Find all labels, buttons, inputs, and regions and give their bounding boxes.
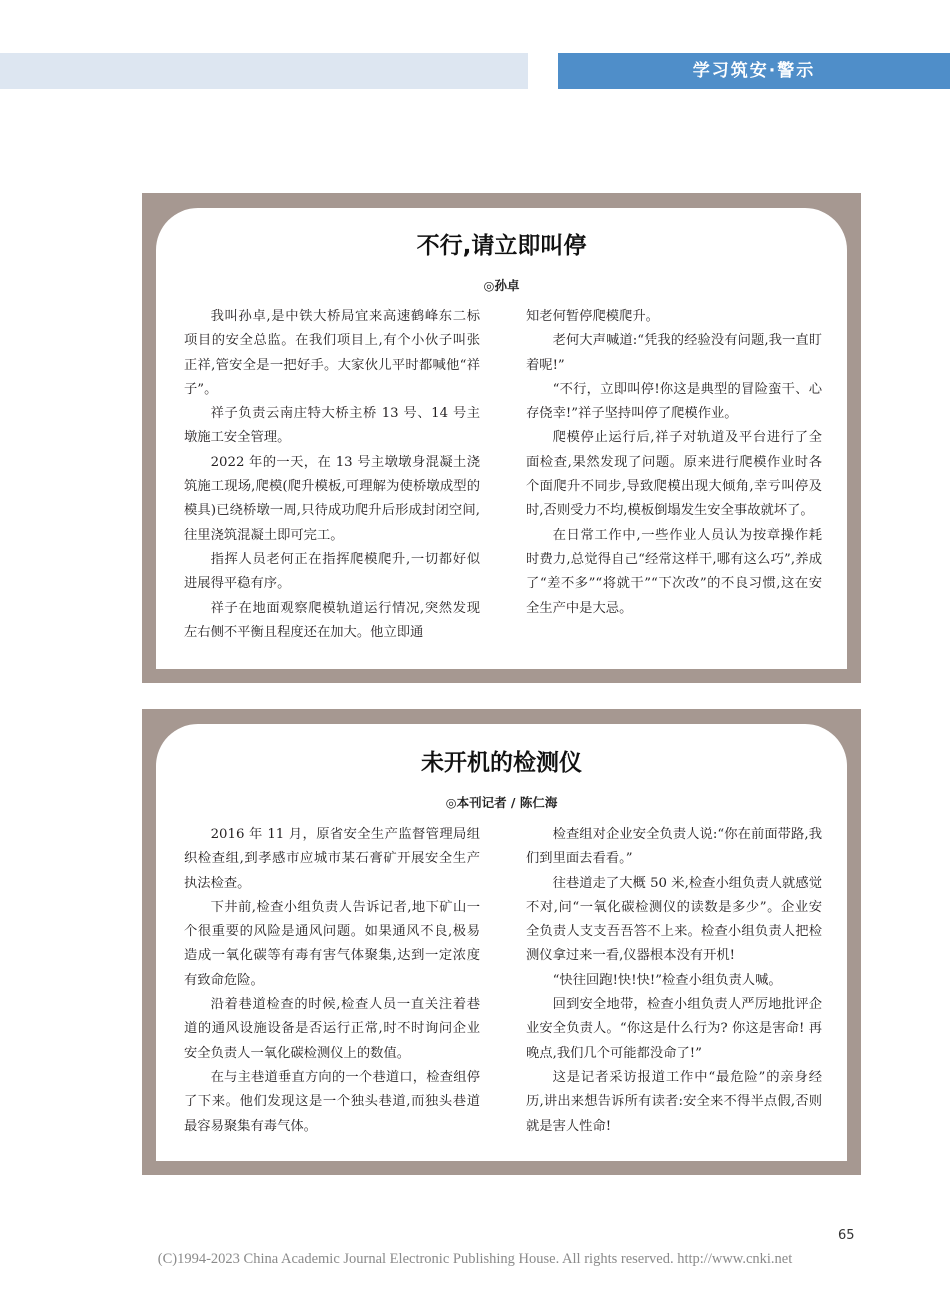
section-label: 学习筑安·警示 <box>558 53 950 89</box>
article-column-right <box>526 823 822 1139</box>
paragraph: 2022 年的一天，在 13 号主墩墩身混凝土浇筑施工现场,爬模(爬升模板,可理解为使桥墩成型的模具)已绕桥墩一周,只待成功爬升后形成封闭空间,往里浇筑混凝土即可完工。 <box>184 454 480 543</box>
paragraph: 回到安全地带，检查小组负责人严厉地批评企业安全负责人。“你这是什么行为? 你这是害命! 再晚点,我们几个可能都没命了!” <box>526 997 822 1061</box>
paragraph: 沿着巷道检查的时候,检查人员一直关注着巷道的通风设施设备是否运行正常,时不时询问企业安全负责人一氧化碳检测仪上的数值。 <box>184 997 480 1061</box>
paragraph: 检查组对企业安全负责人说:“你在前面带路,我们到里面去看看。” <box>526 827 822 867</box>
paragraph: 在与主巷道垂直方向的一个巷道口，检查组停了下来。他们发现这是一个独头巷道,而独头巷道最容易聚集有毒气体。 <box>184 1069 480 1134</box>
paragraph: 老何大声喊道:“凭我的经验没有问题,我一直盯着呢!” <box>526 333 822 373</box>
article-frame-2 <box>142 709 861 1175</box>
paragraph: 2016 年 11 月，原省安全生产监督管理局组织检查组,到孝感市应城市某石膏矿开展安全生产执法检查。 <box>184 827 480 891</box>
article-frame-1 <box>142 193 861 683</box>
header-bar-decoration <box>0 53 528 89</box>
article-column-right <box>526 305 822 621</box>
page-number: 65 <box>838 1228 855 1243</box>
paragraph: 在日常工作中,一些作业人员认为按章操作耗时费力,总觉得自己“经常这样干,哪有这么巧”,养成了“差不多”“将就干”“下次改”的不良习惯,这在安全生产中是大忌。 <box>526 527 822 616</box>
copyright-footer: (C)1994-2023 China Academic Journal Electronic Publishing House. All rights reserved. http://www.cnki.net <box>157 1251 793 1267</box>
article-column-left <box>184 823 480 1139</box>
paragraph: “不行，立即叫停!你这是典型的冒险蛮干、心存侥幸!”祥子坚持叫停了爬模作业。 <box>526 381 822 422</box>
article-panel-1 <box>156 208 847 669</box>
paragraph-continuation: 知老何暂停爬模爬升。 <box>526 309 659 324</box>
article-column-left <box>184 305 480 645</box>
paragraph: 指挥人员老何正在指挥爬模爬升,一切都好似进展得平稳有序。 <box>184 551 480 592</box>
article-byline: ◎孙卓 <box>483 278 520 293</box>
article-title: 未开机的检测仪 <box>421 750 582 776</box>
paragraph: 这是记者采访报道工作中“最危险”的亲身经历,讲出来想告诉所有读者:安全来不得半点假,否则就是害人性命! <box>526 1069 822 1134</box>
article-byline: ◎本刊记者 / 陈仁海 <box>445 795 558 810</box>
paragraph: “快往回跑!快!快!”检查小组负责人喊。 <box>552 972 782 988</box>
article-title: 不行,请立即叫停 <box>416 233 587 259</box>
paragraph: 我叫孙卓,是中铁大桥局宜来高速鹤峰东二标项目的安全总监。在我们项目上,有个小伙子叫张正祥,管安全是一把好手。大家伙儿平时都喊他“祥子”。 <box>184 309 480 397</box>
paragraph: 往巷道走了大概 50 米,检查小组负责人就感觉不对,问“一氧化碳检测仪的读数是多少”。企业安全负责人支支吾吾答不上来。检查小组负责人把检测仪拿过来一看,仪器根本没有开机! <box>526 875 822 964</box>
article-panel-2 <box>156 724 847 1161</box>
paragraph: 下井前,检查小组负责人告诉记者,地下矿山一个很重要的风险是通风问题。如果通风不良,极易造成一氧化碳等有毒有害气体聚集,达到一定浓度有致命危险。 <box>184 899 480 988</box>
paragraph: 祥子在地面观察爬模轨道运行情况,突然发现左右侧不平衡且程度还在加大。他立即通 <box>184 600 480 640</box>
paragraph: 祥子负责云南庄特大桥主桥 13 号、14 号主墩施工安全管理。 <box>184 406 480 446</box>
paragraph: 爬模停止运行后,祥子对轨道及平台进行了全面检查,果然发现了问题。原来进行爬模作业时各个面爬升不同步,导致爬模出现大倾角,幸亏叫停及时,否则受力不均,模板倒塌发生安全事故就坏了。 <box>526 430 822 519</box>
